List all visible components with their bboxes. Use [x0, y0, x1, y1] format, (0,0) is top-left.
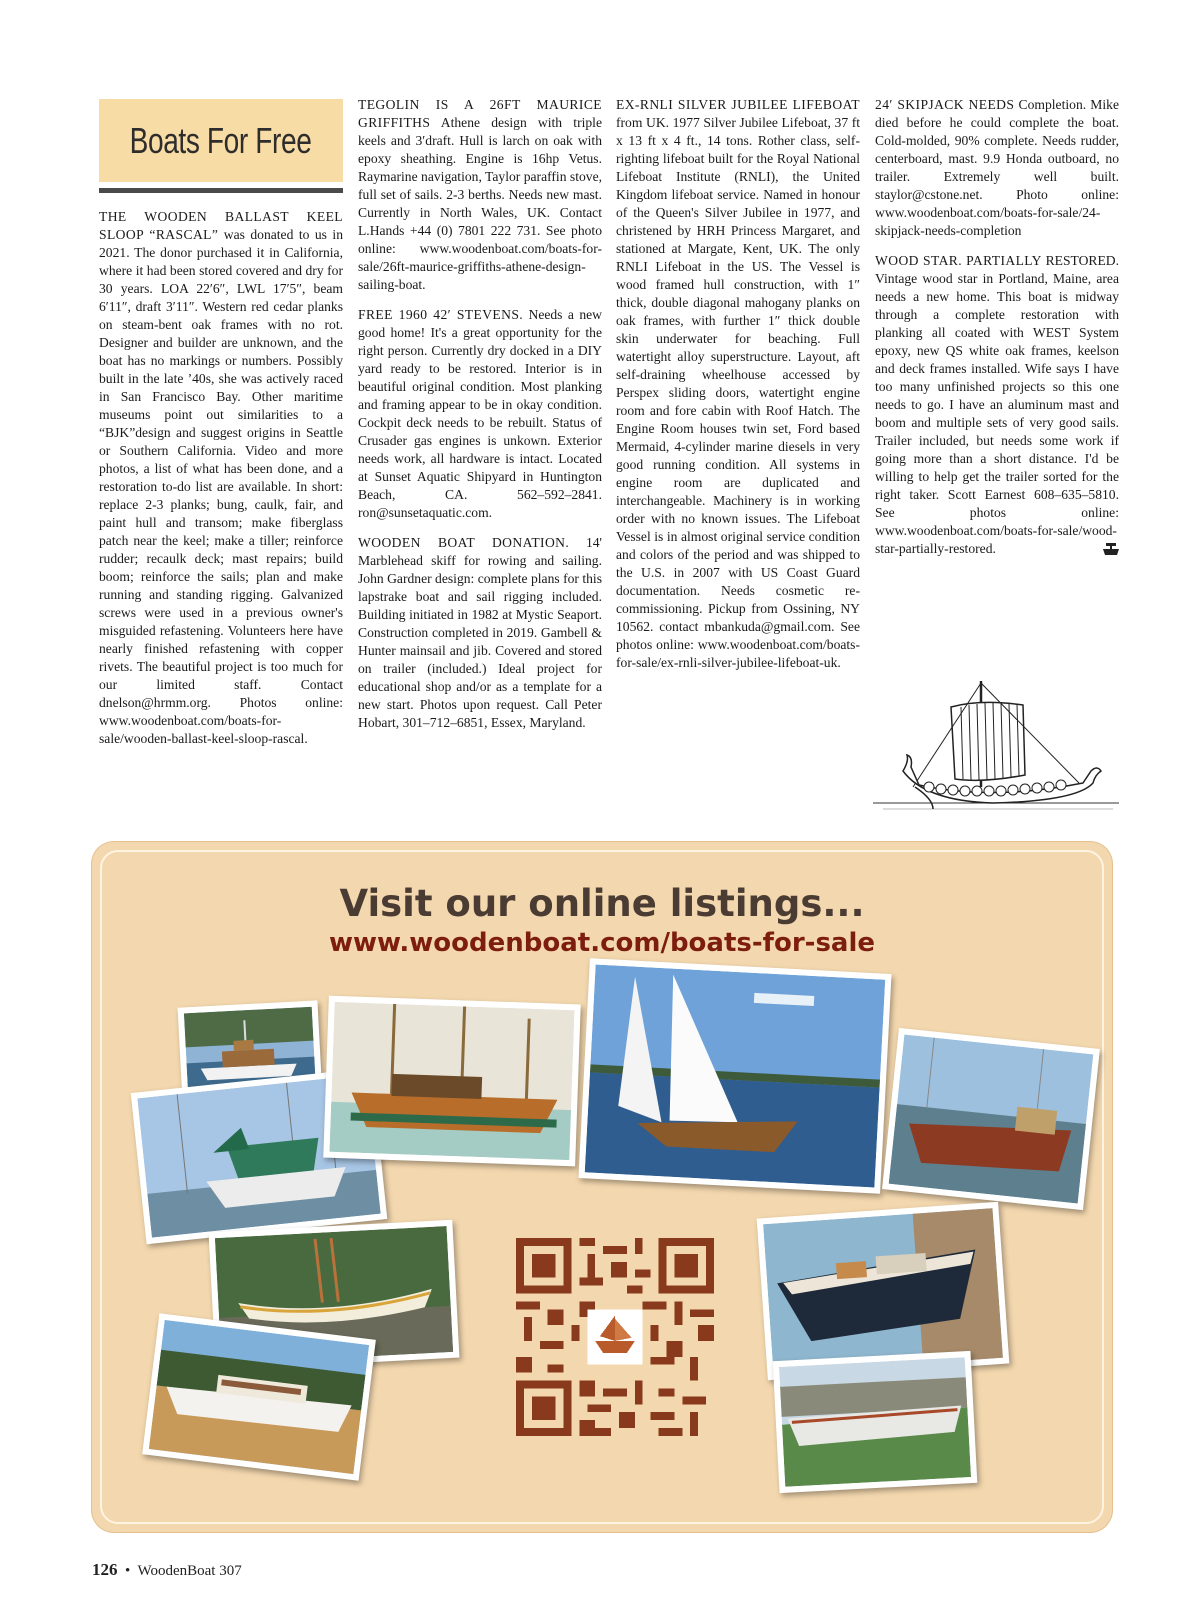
- boat-photo-motor-launch: [142, 1313, 376, 1481]
- boat-photo-ketch-chantey: [323, 996, 581, 1167]
- viking-ship-illustration: [873, 675, 1119, 819]
- column-2: [358, 96, 602, 744]
- column-4: [875, 96, 1119, 570]
- header-divider: [99, 188, 343, 193]
- qr-code[interactable]: [516, 1238, 714, 1436]
- column-3: [616, 96, 860, 684]
- listing-tegolin: TEGOLIN IS A 26FT MAURICE GRIFFITHS Athene design with triple keels and 3′draft. Hull is larch on oak with epoxy sheathing. Engine is 16hp Vetus. Raymarine navigation, Taylor paraffin stove, full set of sails. 2-3 berths. Needs new mast. Currently in North Wales, UK. Contact L.Hands +44 (0) 7801 222 731. See photo online: www.woodenboat.com/boats-for-sale/26ft-maurice-griffiths-athene-design-sailing-boat.: [358, 97, 602, 292]
- publication-name: WoodenBoat 307: [137, 1563, 242, 1579]
- section-header: [99, 99, 343, 182]
- listing-stevens: FREE 1960 42′ STEVENS. Needs a new good home! It's a great opportunity for the right person. Currently dry docked in a DIY yard ready to be restored. Interior is in beautiful original condition. Most planking and framing appear to be in okay condition. Cockpit deck needs to be rebuilt. Status of Crusader gas engines is unkown. Exterior needs work, all hardware is intact. Located at Sunset Aquatic Shipyard in Huntington Beach, CA. 562–592–2841. ron@sunsetaquatic.com.: [358, 307, 602, 520]
- listing-lifeboat: EX-RNLI SILVER JUBILEE LIFEBOAT from UK. 1977 Silver Jubilee Lifeboat, 37 ft x 13 ft x 4 ft., 14 tons. Rother class, self-righting lifeboat built for the Royal National Lifeboat Institute (RNLI), the United Kingdom lifeboat service. Named in honour of the Queen's Silver Jubilee in 1977, and christened by HRH Princess Margaret, and stationed at Margate, Kent, UK. The only RNLI Lifeboat in the US. The Vessel is wood framed hull construction, with 1″ thick, double diagonal mahogany planks on oak frames, with further 1″ thick double skin underwater for beaching. Full watertight alloy superstructure. Layout, aft self-draining wheelhouse accessed by Perspex sliding doors, watertight engine room and fore cabin with Roof Hatch. The Engine Room houses twin set, Ford based Mermaid, 4-cylinder marine diesels in very good running condition. All systems in engine room are duplicated and interchangeable. Machinery is in working order with no known issues. The Lifeboat Vessel is in almost original service condition and colors of the period and was shipped to the U.S. in 2007 with US Coast Guard documentation. Needs cosmetic re-commissioning. Pickup from Ossining, NY 10562. contact mbankuda@gmail.com. See photos online: www.woodenboat.com/boats-for-sale/ex-rnli-silver-jubilee-lifeboat-uk.: [616, 97, 860, 670]
- boat-photo-sailing-sloop: [578, 958, 891, 1194]
- column-1: [99, 208, 343, 760]
- boat-photo-wooden-runabout: [882, 1028, 1100, 1210]
- boat-photo-blue-hull-cutter: [757, 1202, 1010, 1380]
- boat-photo-green-hull-dinghy: [773, 1351, 978, 1493]
- section-title: Boats For Free: [130, 119, 312, 161]
- promo-headline: Visit our online listings...: [339, 882, 865, 925]
- end-mark-icon: [1103, 543, 1119, 555]
- listing-donation: WOODEN BOAT DONATION. 14' Marblehead skiff for rowing and sailing. John Gardner design: complete plans for this lapstrake boat and sail rigging included. Building initiated in 1982 at Mystic Seaport. Construction completed in 2019. Gambell & Hunter mainsail and jib. Covered and stored on trailer (included.) Ideal project for educational shop and/or as a template for a new start. Photos upon request. Call Peter Hobart, 301–712–6851, Essex, Maryland.: [358, 535, 602, 730]
- page-footer: [92, 1560, 242, 1580]
- footer-separator: •: [125, 1563, 131, 1579]
- listing-wood-star: WOOD STAR. PARTIALLY RESTORED. Vintage wood star in Portland, Maine, area needs a new home. This boat is midway through a complete restoration with planking all coated with WEST System epoxy, new QS white oak frames, keelson and deck frames installed. Wife says I have too many unfinished projects so this one needs to go. I have an aluminum mast and boom and multiple sets of very good sails. Trailer included, but needs some work if going more than a short distance. I'd be willing to help get the trailer sorted for the right taker. Scott Earnest 608–635–5810. See photos online: www.woodenboat.com/boats-for-sale/wood-star-partially-restored.: [875, 253, 1119, 556]
- listing-rascal: THE WOODEN BALLAST KEEL SLOOP “RASCAL” was donated to us in 2021. The donor purchased it in California, where it had been stored covered and dry for 30 years. LOA 22′6″, LWL 17′5″, beam 6′11″, draft 3′11″. Western red cedar planks on steam-bent oak frames with no rot. Designer and builder are unknown, and the boat has no markings or numbers. Possibly built in the late ’40s, she was actively raced in San Francisco Bay. Other maritime museums point out similarities to a “BJK”design and suggest origins in Seattle or Southern California. Video and more photos, a list of what has been done, and a restoration to-do list are available. In short: replace 2-3 planks; bung, caulk, fair, and paint hull and transom; make fiberglass patch near the keel; make a tiller; reinforce rudder; recaulk deck; mast repairs; build boom; reinforce the sails; plan and make running and standing rigging. Galvanized screws were used in a previous owner's misguided refastening. Volunteers here have nearly finished refastening with copper rivets. The beautiful project is too much for our limited staff. Contact dnelson@hrmm.org. Photos online: www.woodenboat.com/boats-for-sale/wooden-ballast-keel-sloop-rascal.: [99, 209, 343, 746]
- page-number: 126: [92, 1560, 118, 1579]
- promo-url-link[interactable]: www.woodenboat.com/boats-for-sale: [328, 928, 876, 958]
- listing-skipjack: 24′ SKIPJACK NEEDS Completion. Mike died before he could complete the boat. Cold-molded, 90% complete. Needs rudder, centerboard, mast. 9.9 Honda outboard, no trailer. Extremely well built. staylor@cstone.net. Photo online: www.woodenboat.com/boats-for-sale/24-skipjack-needs-completion: [875, 97, 1119, 238]
